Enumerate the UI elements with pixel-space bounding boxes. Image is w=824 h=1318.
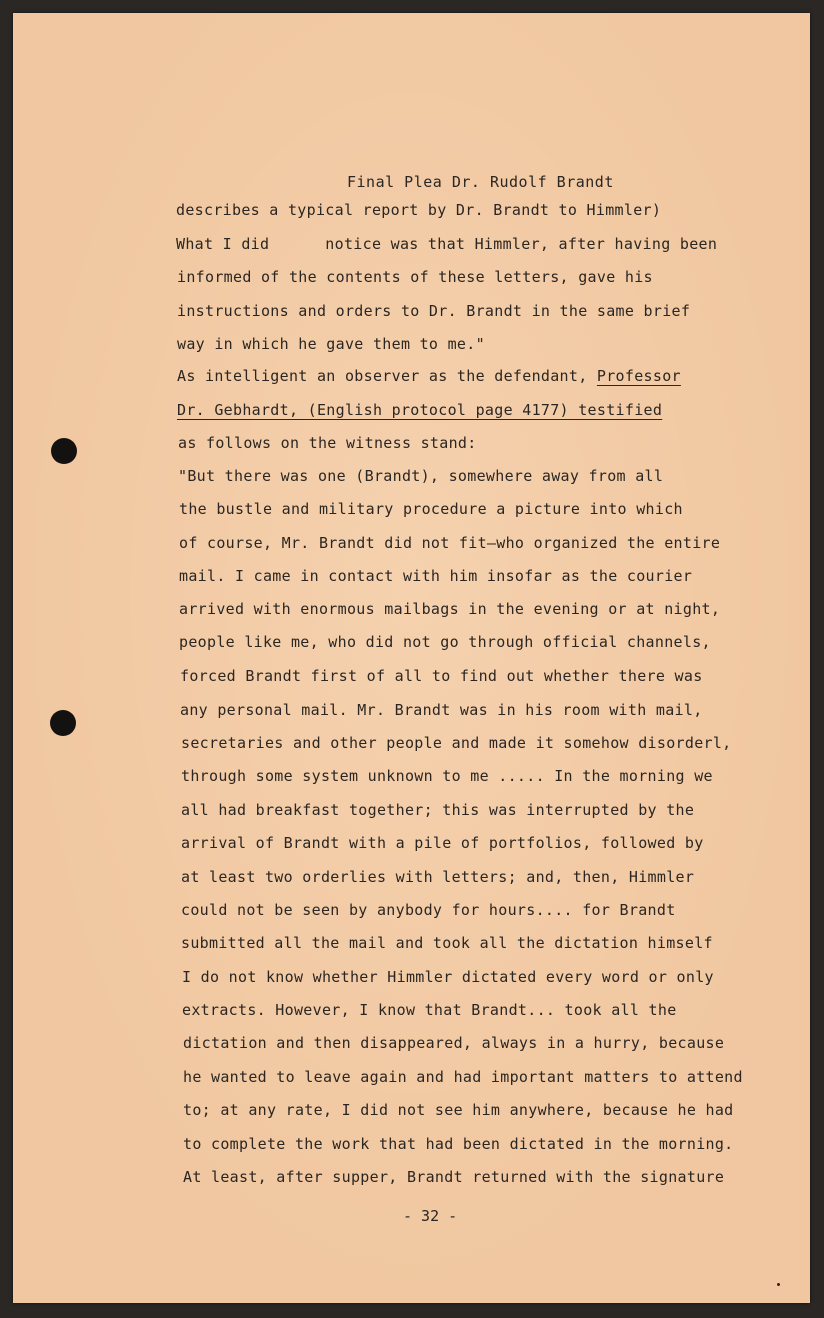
text-line: instructions and orders to Dr. Brandt in the same brief xyxy=(177,302,691,320)
text-line-start: As intelligent an observer as the defendant, xyxy=(177,367,597,385)
text-line: through some system unknown to me ..... In the morning we xyxy=(181,767,713,785)
underlined-name: Professor xyxy=(596,367,681,385)
underlined-name-2: Dr. Gebhardt, (English protocol page 4177) testified xyxy=(177,401,663,419)
text-line: any personal mail. Mr. Brandt was in his room with mail, xyxy=(180,701,703,719)
text-line: all had breakfast together; this was interrupted by the xyxy=(181,801,695,819)
text-line: to complete the work that had been dictated in the morning. xyxy=(183,1135,734,1153)
text-line: arrival of Brandt with a pile of portfolios, followed by xyxy=(181,834,704,852)
text-line xyxy=(177,367,681,385)
text-line: secretaries and other people and made it somehow disorderl, xyxy=(181,734,732,752)
text-line: of course, Mr. Brandt did not fit—who organized the entire xyxy=(179,534,721,552)
text-line: describes a typical report by Dr. Brandt to Himmler) xyxy=(176,201,662,219)
ink-speck xyxy=(777,1283,780,1286)
text-line: informed of the contents of these letters, gave his xyxy=(177,268,653,286)
text-line: extracts. However, I know that Brandt... took all the xyxy=(182,1001,677,1019)
text-line xyxy=(177,401,662,419)
text-line: dictation and then disappeared, always in a hurry, because xyxy=(183,1034,725,1052)
text-line: At least, after supper, Brandt returned with the signature xyxy=(183,1168,725,1186)
text-line: people like me, who did not go through official channels, xyxy=(179,633,711,651)
text-line: way in which he gave them to me." xyxy=(177,335,485,353)
text-line: "But there was one (Brandt), somewhere away from all xyxy=(178,467,664,485)
text-line: arrived with enormous mailbags in the evening or at night, xyxy=(179,600,721,618)
text-line: What I did notice was that Himmler, after having been xyxy=(176,235,718,253)
text-line: as follows on the witness stand: xyxy=(178,434,477,452)
text-line: I do not know whether Himmler dictated every word or only xyxy=(182,968,714,986)
text-line: at least two orderlies with letters; and, then, Himmler xyxy=(181,868,695,886)
document-title: Final Plea Dr. Rudolf Brandt xyxy=(347,173,614,191)
text-line: could not be seen by anybody for hours.... for Brandt xyxy=(181,901,676,919)
text-line: to; at any rate, I did not see him anywhere, because he had xyxy=(183,1101,734,1119)
text-line: submitted all the mail and took all the dictation himself xyxy=(181,934,713,952)
text-line: mail. I came in contact with him insofar as the courier xyxy=(179,567,693,585)
document-body xyxy=(13,13,810,1303)
text-line: he wanted to leave again and had important matters to attend xyxy=(183,1068,743,1086)
page-number: - 32 - xyxy=(403,1207,458,1225)
text-line: the bustle and military procedure a picture into which xyxy=(179,500,683,518)
text-line: forced Brandt first of all to find out whether there was xyxy=(180,667,703,685)
document-page xyxy=(13,13,810,1303)
